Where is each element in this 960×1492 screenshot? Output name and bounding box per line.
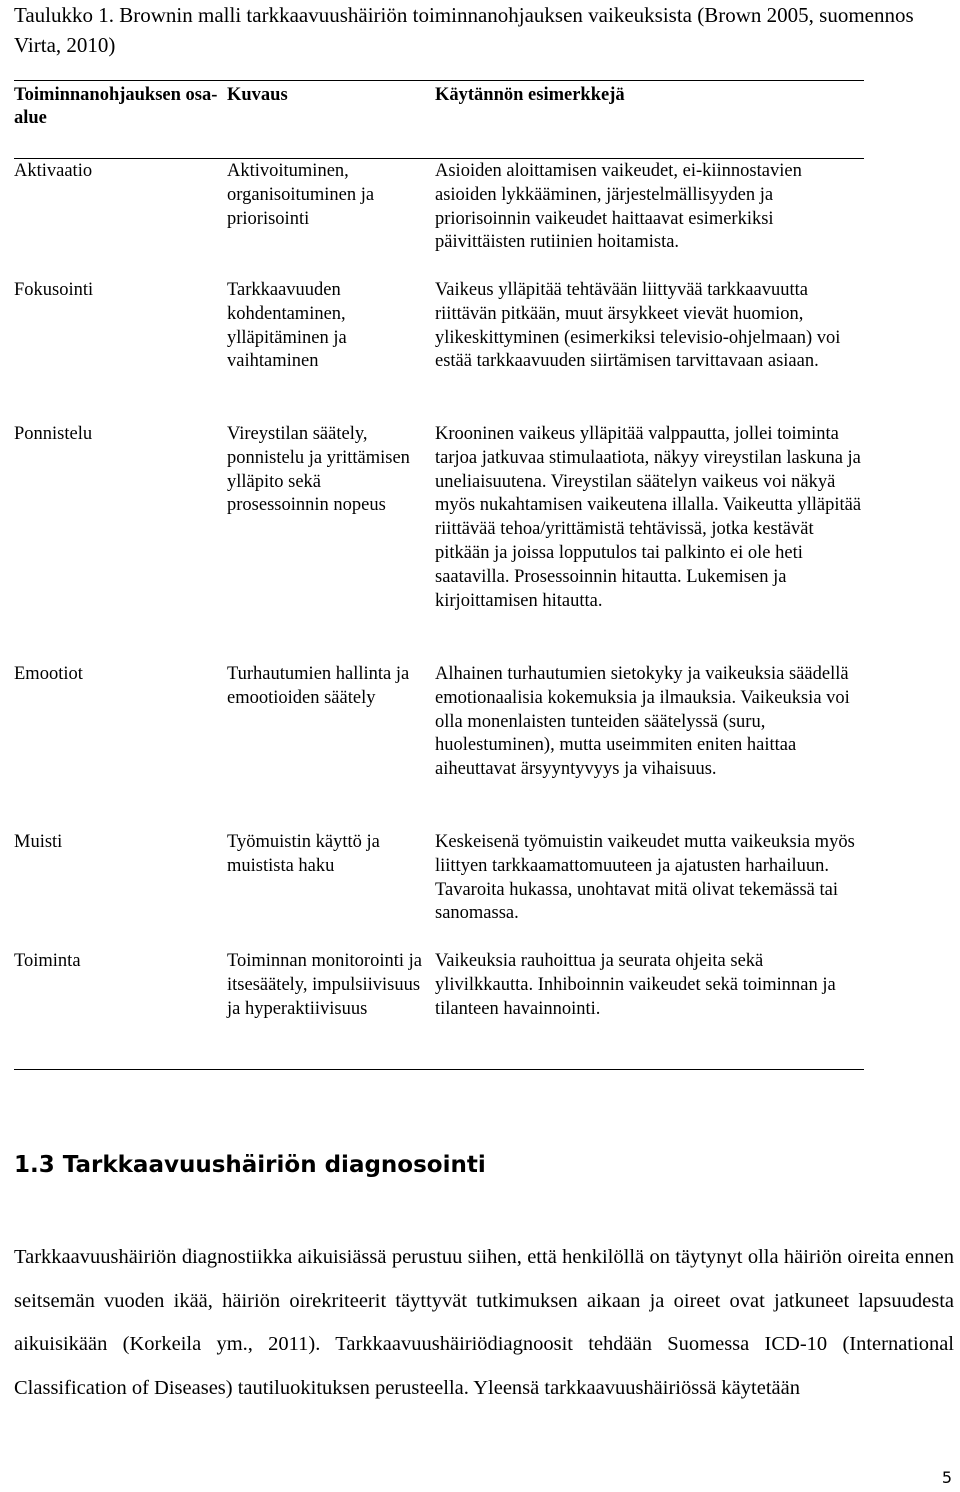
header-description: Kuvaus: [227, 85, 288, 105]
row-examples: Vaikeuksia rauhoittua ja seurata ohjeita sekä ylivilkkautta. Inhiboinnin vaikeudet sekä toiminnan ja tilanteen havainnointi.: [435, 951, 836, 1019]
row-area: Toiminta: [14, 951, 81, 971]
row-description: Turhautumien hallinta ja emootioiden säätely: [227, 664, 410, 708]
section-heading: 1.3 Tarkkaavuushäiriön diagnosointi: [14, 1152, 486, 1178]
page-number: 5: [941, 1468, 952, 1487]
table-bottom-rule: [14, 1069, 864, 1070]
row-description: Tarkkaavuuden kohdentaminen, ylläpitäminen ja vaihtaminen: [227, 280, 347, 372]
row-description: Vireystilan säätely, ponnistelu ja yrittämisen ylläpito sekä prosessoinnin nopeus: [227, 424, 410, 516]
row-description: Työmuistin käyttö ja muistista haku: [227, 832, 380, 876]
row-area: Ponnistelu: [14, 424, 93, 444]
header-examples: Käytännön esimerkkejä: [435, 85, 625, 105]
header-area: Toiminnanohjauksen osa-alue: [14, 85, 218, 128]
row-description: Toiminnan monitorointi ja itsesäätely, impulsiivisuus ja hyperaktiivisuus: [227, 951, 422, 1019]
row-examples: Alhainen turhautumien sietokyky ja vaikeuksia säädellä emotionaalisia kokemuksia ja ilmauksia. Vaikeuksia voi olla monenlaisten tunteiden säätelyssä (suru, huolestuminen), mutta useimmiten eniten haittaa aiheuttavat ärsyyntyvyys ja vihaisuus.: [435, 664, 850, 780]
row-examples: Keskeisenä työmuistin vaikeudet mutta vaikeuksia myös liittyen tarkkaamattomuuteen ja ajatusten harhailuun. Tavaroita hukassa, unohtavat mitä olivat tekemässä tai sanomassa.: [435, 832, 855, 924]
body-paragraph: Tarkkaavuushäiriön diagnostiikka aikuisiässä perustuu siihen, että henkilöllä on täytynyt olla häiriön oireita ennen seitsemän vuoden ikää, häiriön oirekriteerit täyttyvät tutkimuksen aikaan ja oireet ovat jatkuneet lapsuudesta aikuisikään (Korkeila ym., 2011). Tarkkaavuushäiriödiagnoosit tehdään Suomessa ICD-10 (International Classification of Diseases) tautiluokituksen perusteella. Yleensä tarkkaavuushäiriössä käytetään: [14, 1246, 954, 1399]
row-examples: Vaikeus ylläpitää tehtävään liittyvää tarkkaavuutta riittävän pitkään, muut ärsykkeet vievät huomion, ylikeskittyminen (esimerkiksi televisio-ohjelmaan) voi estää tarkkaavuuden siirtämisen tarvittavaan asiaan.: [435, 280, 841, 372]
table-top-rule: [14, 80, 864, 81]
row-examples: Krooninen vaikeus ylläpitää valppautta, jollei toiminta tarjoa jatkuvaa stimulaatiota, näkyy vireystilan laskuna ja uneliaisuutena. Vireystilan säätelyn vaikeus voi näkyä myös nukahtamisen vaikeutena illalla. Vaikeutta ylläpitää riittävää tehoa/yrittämistä tehtävissä, jotka kestävät pitkään ja joissa lopputulos tai palkinto ei ole heti saatavilla. Prosessoinnin hitautta. Lukemisen ja kirjoittamisen hitautta.: [435, 424, 862, 611]
row-area: Fokusointi: [14, 280, 94, 300]
row-area: Emootiot: [14, 664, 83, 684]
row-examples: Asioiden aloittamisen vaikeudet, ei-kiinnostavien asioiden lykkääminen, järjestelmällisyyden ja priorisoinnin vaikeudet haittaavat esimerkiksi päivittäisten rutiinien hoitamista.: [435, 161, 802, 253]
table-caption: Taulukko 1. Brownin malli tarkkaavuushäiriön toiminnanohjauksen vaikeuksista (Brown 2005, suomennos Virta, 2010): [14, 3, 914, 57]
table-header-rule: [14, 158, 864, 159]
row-area: Aktivaatio: [14, 161, 93, 181]
row-description: Aktivoituminen, organisoituminen ja priorisointi: [227, 161, 375, 229]
row-area: Muisti: [14, 832, 63, 852]
